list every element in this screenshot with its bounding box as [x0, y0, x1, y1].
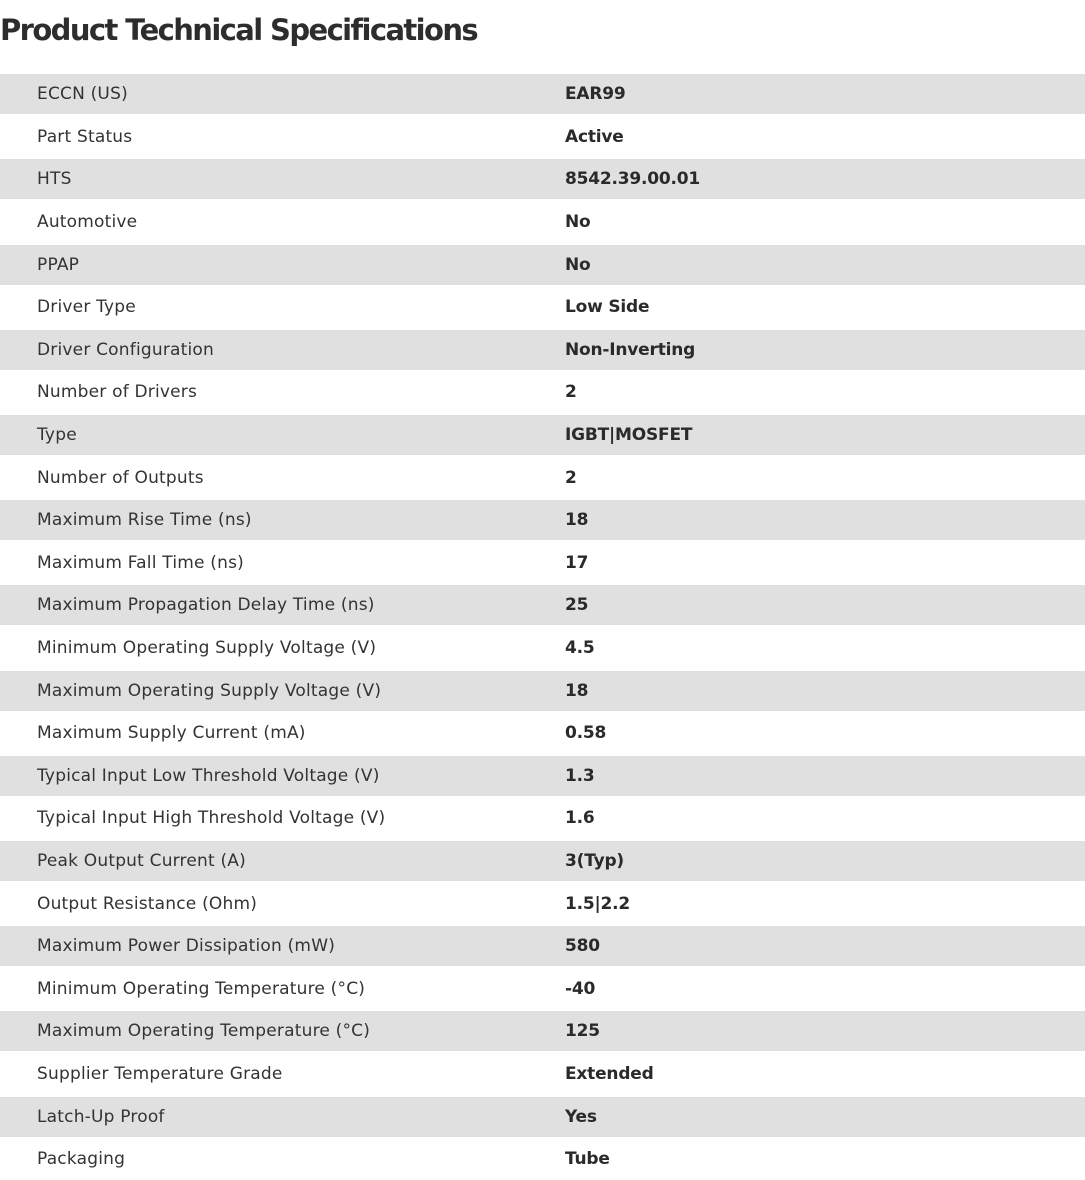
spec-value: No: [565, 254, 591, 275]
spec-value: EAR99: [565, 84, 626, 105]
spec-value: 18: [565, 680, 589, 701]
table-row: [0, 74, 1085, 114]
spec-label: Maximum Rise Time (ns): [37, 510, 252, 531]
spec-label: HTS: [37, 169, 72, 190]
spec-label: Maximum Operating Temperature (°C): [37, 1021, 371, 1042]
spec-value: Yes: [565, 1106, 597, 1127]
table-row: [0, 116, 1085, 159]
spec-value: Tube: [565, 1149, 610, 1170]
spec-label: Output Resistance (Ohm): [37, 893, 258, 914]
spec-value: Non-Inverting: [565, 339, 696, 360]
spec-value: Low Side: [565, 297, 650, 318]
spec-value: 580: [565, 936, 600, 957]
table-row: [0, 542, 1085, 585]
table-row: [0, 245, 1085, 285]
spec-value: 0.58: [565, 723, 607, 744]
spec-label: Maximum Supply Current (mA): [37, 723, 306, 744]
spec-label: Automotive: [37, 212, 138, 233]
spec-value: Active: [565, 126, 624, 147]
spec-value: 3(Typ): [565, 850, 624, 871]
spec-value: 8542.39.00.01: [565, 169, 701, 190]
spec-label: ECCN (US): [37, 84, 128, 105]
spec-label: Latch-Up Proof: [37, 1106, 165, 1127]
spec-label: Supplier Temperature Grade: [37, 1063, 283, 1084]
spec-value: IGBT|MOSFET: [565, 425, 693, 446]
spec-label: Maximum Operating Supply Voltage (V): [37, 680, 382, 701]
spec-label: Maximum Power Dissipation (mW): [37, 936, 336, 957]
spec-value: 1.6: [565, 808, 595, 829]
spec-label: Maximum Propagation Delay Time (ns): [37, 595, 375, 616]
table-row: [0, 415, 1085, 455]
spec-label: Maximum Fall Time (ns): [37, 552, 244, 573]
table-row: [0, 159, 1085, 199]
spec-label: Peak Output Current (A): [37, 850, 246, 871]
spec-label: Typical Input Low Threshold Voltage (V): [37, 765, 380, 786]
page-title: Product Technical Specifications: [0, 13, 478, 47]
table-row: [0, 456, 1085, 499]
table-row: [0, 712, 1085, 755]
spec-label: Driver Type: [37, 297, 136, 318]
table-row: [0, 201, 1085, 244]
table-row: [0, 1053, 1085, 1096]
spec-label: Packaging: [37, 1149, 126, 1170]
spec-value: 1.3: [565, 765, 595, 786]
spec-table: [0, 73, 1085, 1180]
spec-value: No: [565, 212, 591, 233]
table-row: [0, 286, 1085, 329]
spec-label: Minimum Operating Supply Voltage (V): [37, 638, 377, 659]
spec-value: 2: [565, 382, 577, 403]
spec-label: Number of Drivers: [37, 382, 198, 403]
table-row: [0, 671, 1085, 711]
table-row: [0, 500, 1085, 540]
spec-value: 2: [565, 467, 577, 488]
table-row: [0, 841, 1085, 881]
table-row: [0, 1097, 1085, 1137]
table-row: [0, 627, 1085, 670]
spec-value: 1.5|2.2: [565, 893, 631, 914]
table-row: [0, 330, 1085, 370]
spec-value: 18: [565, 510, 589, 531]
spec-value: 17: [565, 552, 589, 573]
spec-value: Extended: [565, 1063, 654, 1084]
spec-label: Typical Input High Threshold Voltage (V): [37, 808, 386, 829]
spec-value: 25: [565, 595, 589, 616]
spec-label: Minimum Operating Temperature (°C): [37, 978, 366, 999]
table-row: [0, 882, 1085, 925]
spec-value: 125: [565, 1021, 600, 1042]
table-row: [0, 585, 1085, 625]
table-row: [0, 371, 1085, 414]
table-row: [0, 1011, 1085, 1051]
spec-label: Type: [37, 425, 77, 446]
table-row: [0, 926, 1085, 966]
table-row: [0, 756, 1085, 796]
table-row: [0, 797, 1085, 840]
spec-label: PPAP: [37, 254, 80, 275]
spec-label: Part Status: [37, 126, 133, 147]
table-row: [0, 1138, 1085, 1180]
spec-label: Number of Outputs: [37, 467, 204, 488]
table-row: [0, 967, 1085, 1010]
spec-label: Driver Configuration: [37, 339, 215, 360]
spec-value: 4.5: [565, 638, 595, 659]
spec-value: -40: [565, 978, 596, 999]
